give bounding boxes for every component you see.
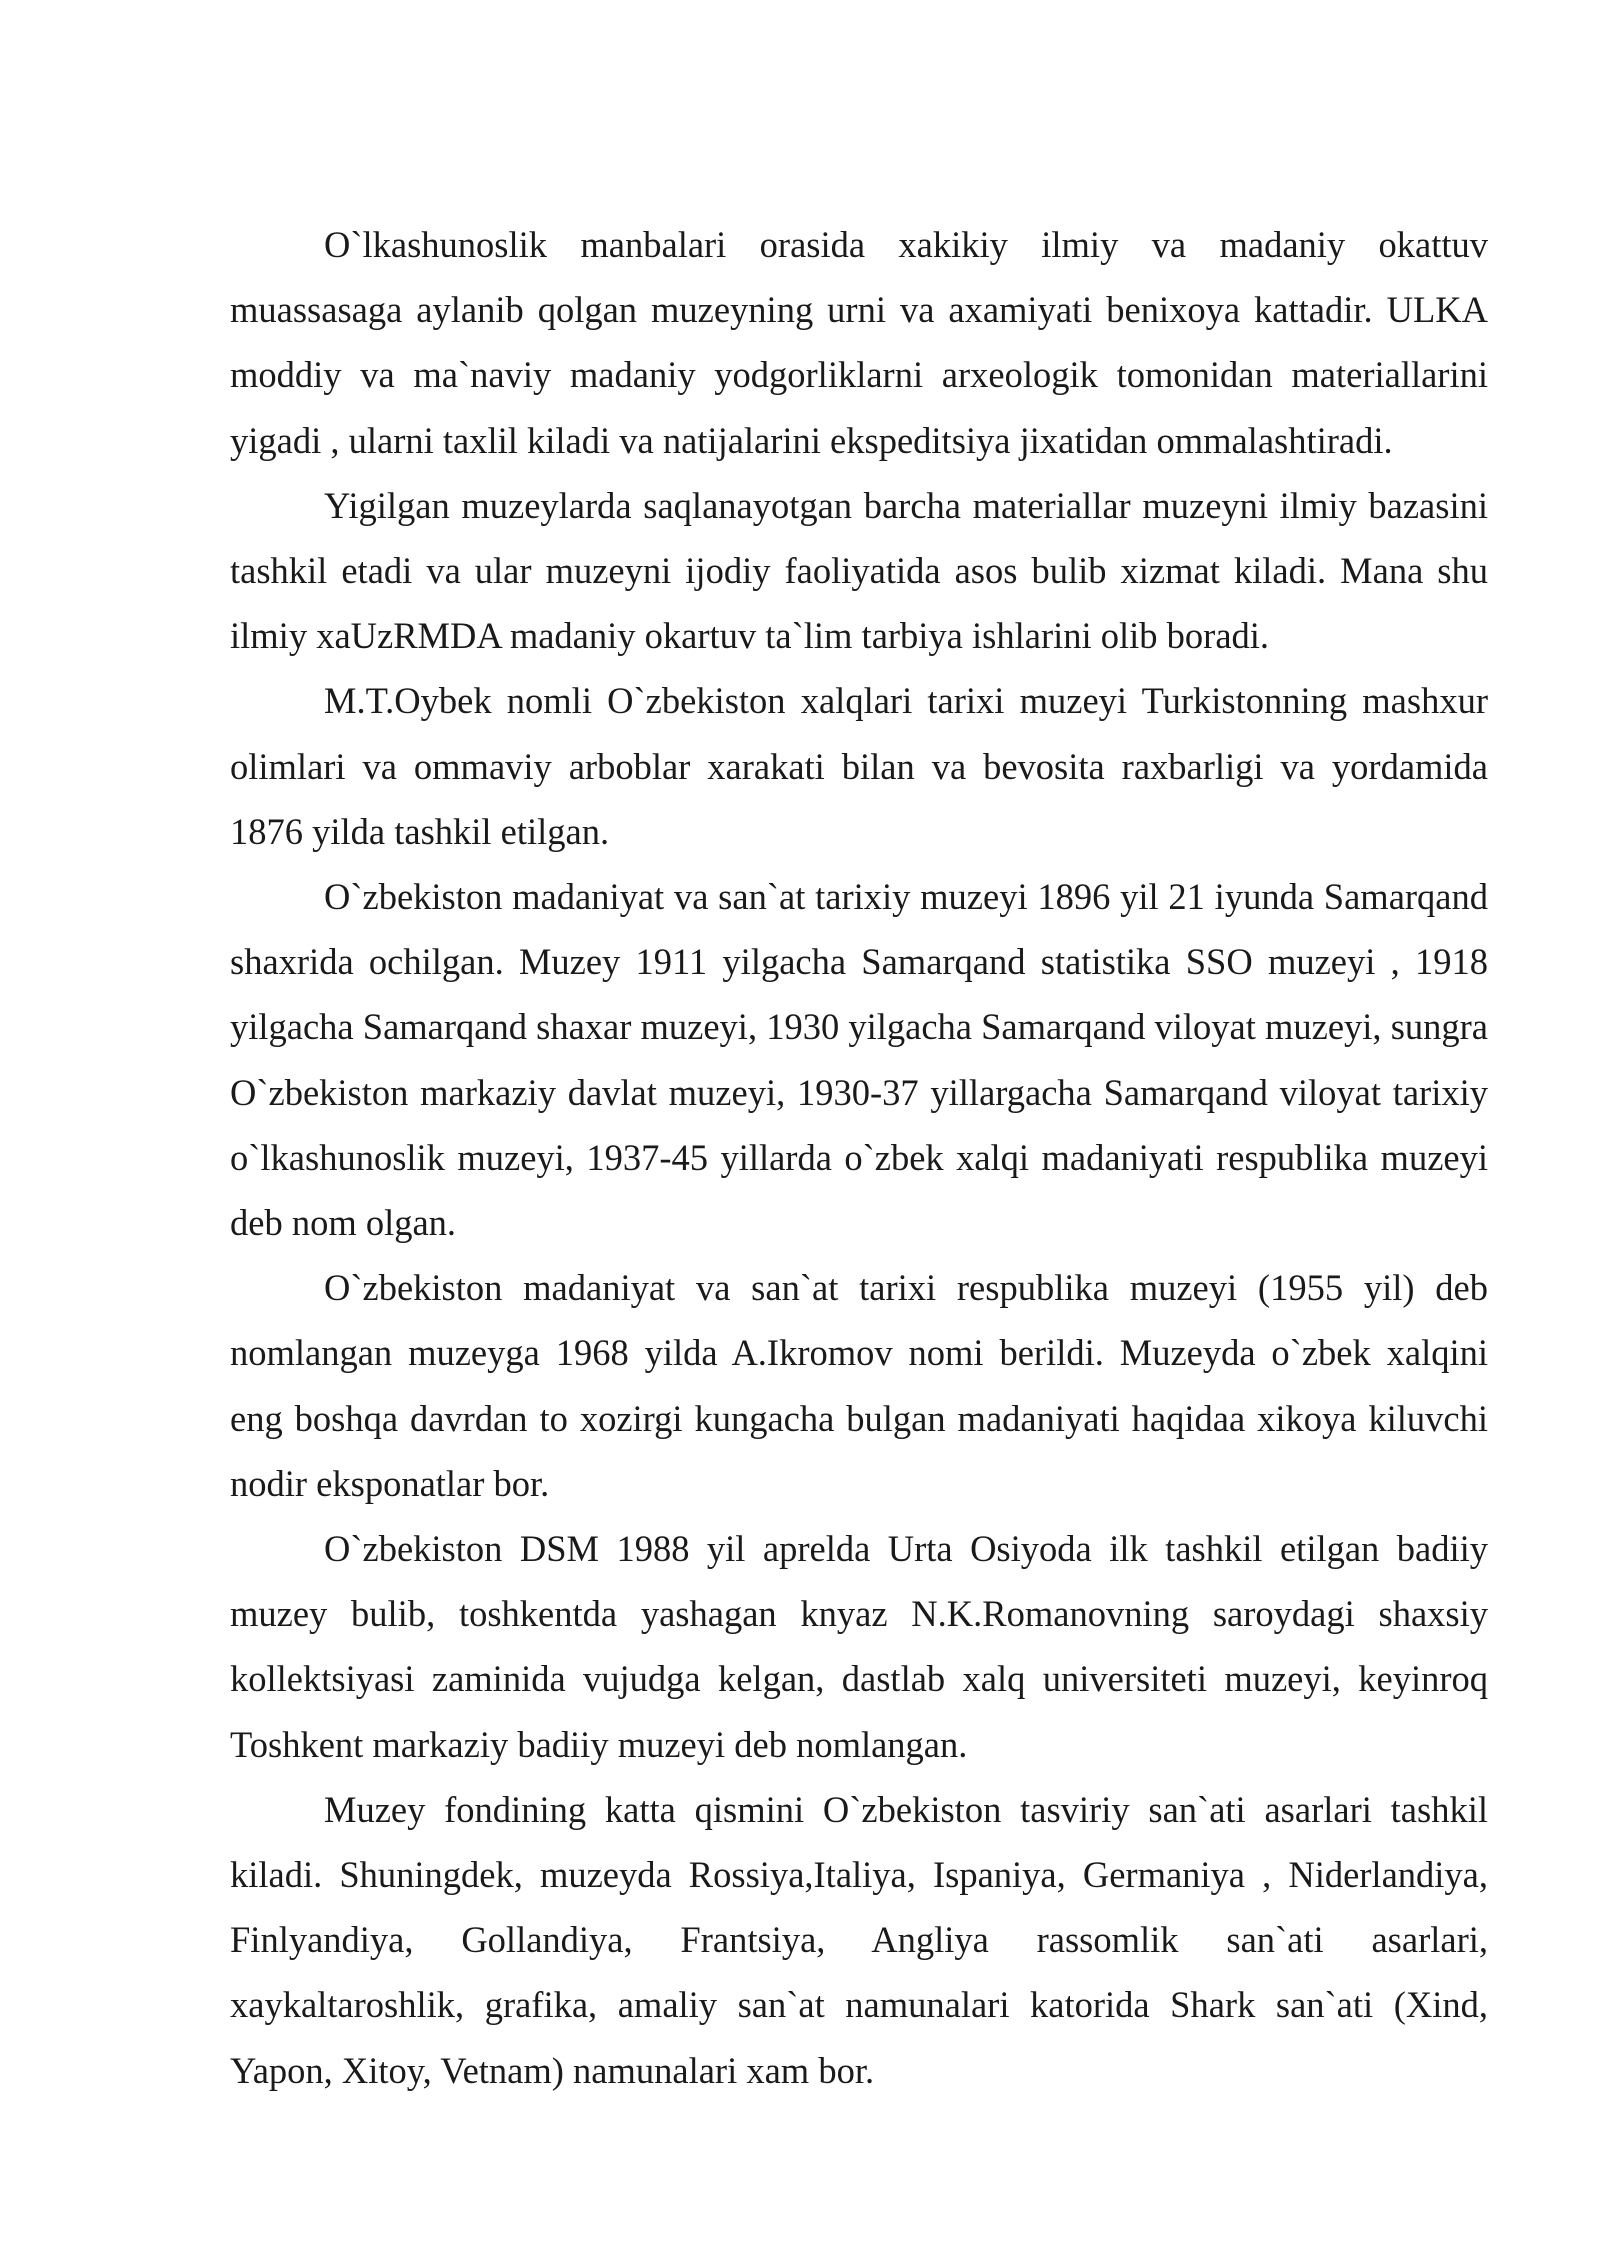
paragraph-5: O`zbekiston madaniyat va san`at tarixi respublika muzeyi (1955 yil) deb nomlangan muzeyga 1968 yilda A.Ikromov nomi berildi. Muzeyda o`zbek xalqini eng boshqa davrdan to xozirgi kungacha bulgan madaniyati haqidaa xikoya kiluvchi nodir eksponatlar bor. (230, 1267, 1488, 1504)
paragraph-2: Yigilgan muzeylarda saqlanayotgan barcha materiallar muzeyni ilmiy bazasini tashkil etadi va ular muzeyni ijodiy faoliyatida asos bulib xizmat kiladi. Mana shu ilmiy xaUzRMDA madaniy okartuv ta`lim tarbiya ishlarini olib boradi. (230, 484, 1488, 657)
paragraph-7: Muzey fondining katta qismini O`zbekiston tasviriy san`ati asarlari tashkil kiladi. Shuningdek, muzeyda Rossiya,Italiya, Ispaniya, Germaniya , Niderlandiya, Finlyandiya, Gollandiya, Frantsiya, Angliya rassomlik san`ati asarlari, xaykaltaroshlik, grafika, amaliy san`at namunalari katorida Shark san`ati (Xind, Yapon, Xitoy, Vetnam) namunalari xam bor. (230, 1788, 1488, 2091)
paragraph-1: O`lkashunoslik manbalari orasida xakikiy ilmiy va madaniy okattuv muassasaga aylanib qolgan muzeyning urni va axamiyati benixoya kattadir. ULKA moddiy va ma`naviy madaniy yodgorliklarni arxeologik tomonidan materiallarini yigadi , ularni taxlil kiladi va natijalarini ekspeditsiya jixatidan ommalashtiradi. (230, 224, 1488, 461)
document-body (230, 212, 1488, 2103)
paragraph-4: O`zbekiston madaniyat va san`at tarixiy muzeyi 1896 yil 21 iyunda Samarqand shaxrida ochilgan. Muzey 1911 yilgacha Samarqand statistika SSO muzeyi , 1918 yilgacha Samarqand shaxar muzeyi, 1930 yilgacha Samarqand viloyat muzeyi, sungra O`zbekiston markaziy davlat muzeyi, 1930-37 yillargacha Samarqand viloyat tarixiy o`lkashunoslik muzeyi, 1937-45 yillarda o`zbek xalqi madaniyati respublika muzeyi deb nom olgan. (230, 876, 1488, 1244)
paragraph-6: O`zbekiston DSM 1988 yil aprelda Urta Osiyoda ilk tashkil etilgan badiiy muzey bulib, toshkentda yashagan knyaz N.K.Romanovning saroydagi shaxsiy kollektsiyasi zaminida vujudga kelgan, dastlab xalq universiteti muzeyi, keyinroq Toshkent markaziy badiiy muzeyi deb nomlangan. (230, 1528, 1488, 1765)
paragraph-3: M.T.Oybek nomli O`zbekiston xalqlari tarixi muzeyi Turkistonning mashxur olimlari va ommaviy arboblar xarakati bilan va bevosita raxbarligi va yordamida 1876 yilda tashkil etilgan. (230, 680, 1488, 852)
